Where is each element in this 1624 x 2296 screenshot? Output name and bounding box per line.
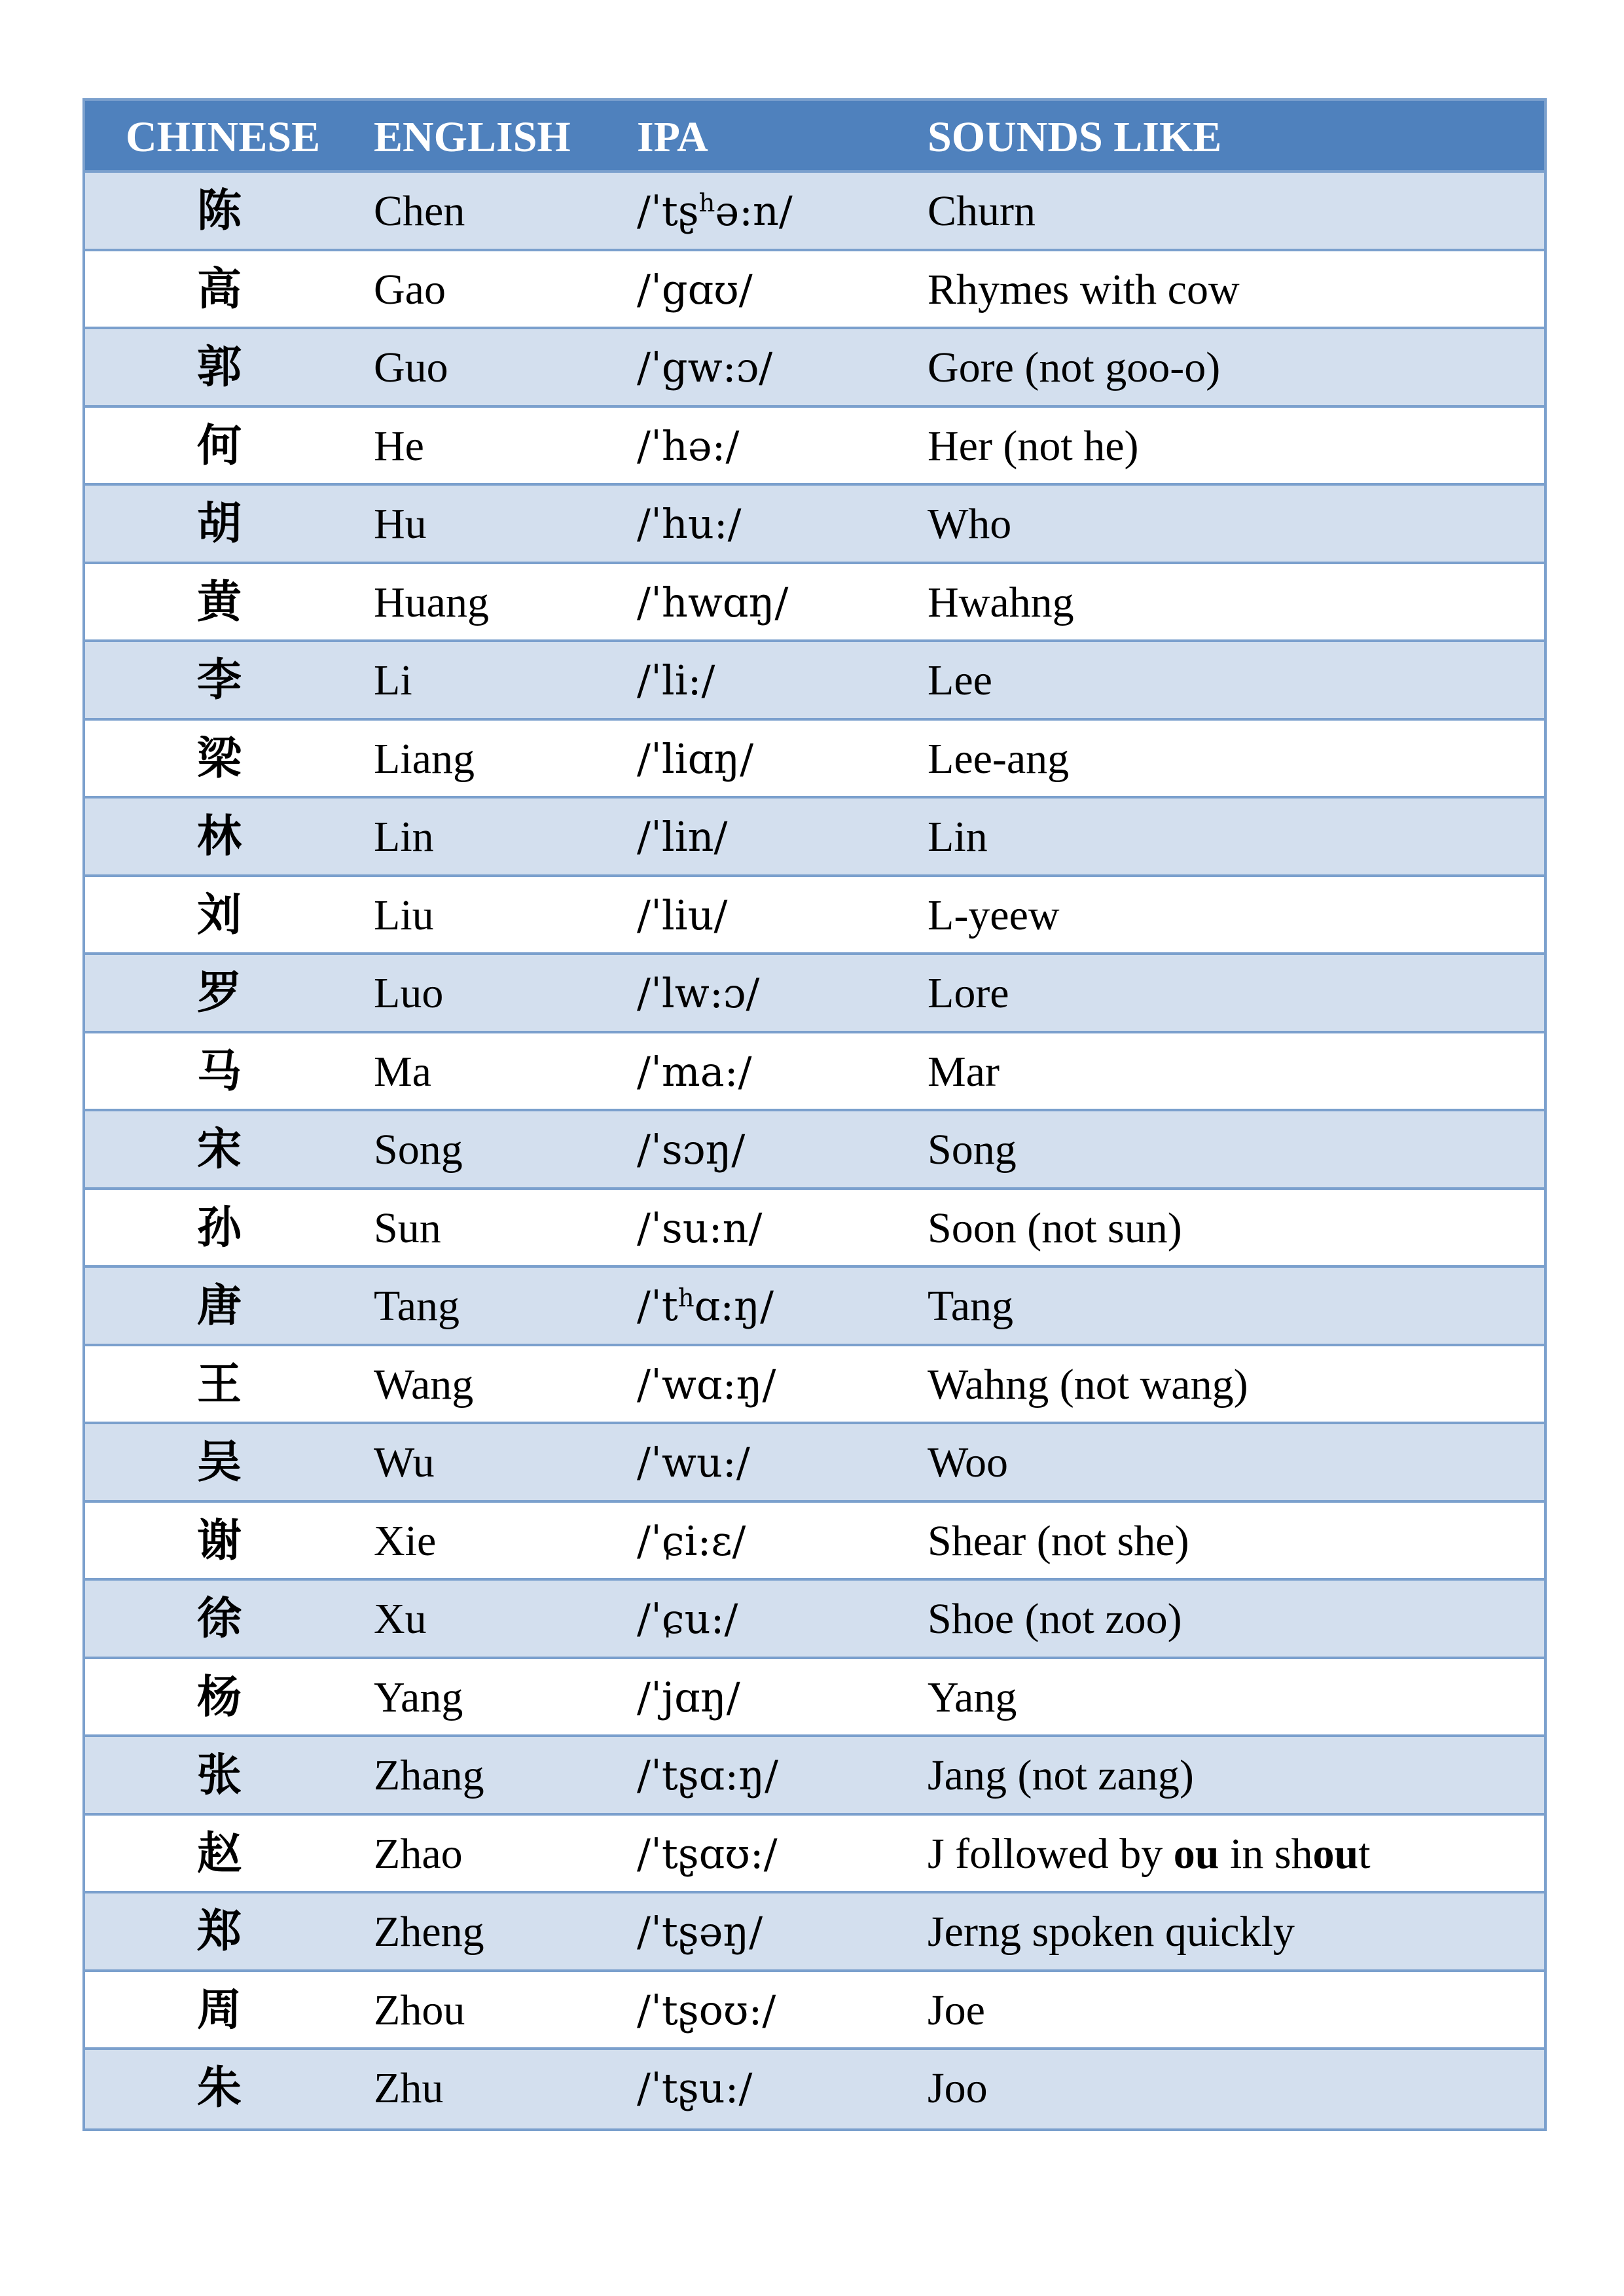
sounds-like: Rhymes with cow [928,265,1240,314]
header-english: ENGLISH [374,113,571,161]
ipa-transcription: /ˈma:/ [637,1047,752,1096]
english-romanization: Chen [374,187,465,235]
header-ipa: IPA [637,113,708,161]
sounds-like: Joo [928,2064,988,2112]
table-row [85,1581,1544,1659]
sounds-like: Lee [928,656,992,704]
sounds-like-text: t [1358,1829,1371,1878]
chinese-character: 罗 [196,967,242,1019]
table-row [85,1816,1544,1894]
english-romanization: Gao [374,265,446,314]
chinese-character: 谢 [196,1515,242,1567]
chinese-character: 黄 [196,576,242,628]
table-row [85,2050,1544,2128]
english-romanization: Xu [374,1595,427,1643]
chinese-character: 周 [196,1984,242,2036]
chinese-character: 胡 [196,498,242,550]
table-row [85,1268,1544,1346]
ipa-transcription: /ˈtʂəŋ/ [637,1908,763,1956]
table-row [85,877,1544,956]
ipa-transcription: /ˈgɑʊ/ [637,265,753,314]
ipa-transcription: /ˈwu:/ [637,1439,750,1486]
table-row [85,1111,1544,1190]
english-romanization: Wu [374,1439,435,1486]
chinese-character: 郭 [196,342,242,393]
ipa-transcription: /ˈtʂɑʊ:/ [637,1829,778,1878]
ipa-transcription: /ˈhə:/ [637,422,740,470]
chinese-character: 徐 [196,1593,242,1645]
table-row [85,1190,1544,1268]
ipa-transcription [637,173,793,248]
english-romanization: Xie [374,1516,437,1565]
chinese-character: 林 [196,811,242,863]
table-row [85,955,1544,1033]
chinese-character: 刘 [196,889,242,941]
chinese-character: 张 [196,1749,242,1801]
ipa-transcription: /ˈli:/ [637,656,715,704]
chinese-character: 高 [196,263,242,315]
chinese-character: 王 [196,1358,242,1410]
sounds-like: Mar [928,1047,1000,1096]
sounds-like: Jerng spoken quickly [928,1908,1295,1956]
ipa-transcription: /ˈliɑŋ/ [637,734,754,783]
surname-pronunciation-table [82,98,1547,2131]
ipa-transcription: /ˈgw:ɔ/ [637,344,773,391]
sounds-like: Gore (not goo-o) [928,344,1221,391]
sounds-like: Song [928,1126,1017,1174]
english-romanization: Zhao [374,1829,463,1878]
english-romanization: Liu [374,891,434,939]
english-romanization: Tang [374,1282,460,1330]
table-row [85,1893,1544,1972]
ipa-prefix: /ˈt [637,1282,678,1330]
table-row [85,1033,1544,1112]
chinese-character: 赵 [196,1827,242,1880]
sounds-like: Wahng (not wang) [928,1360,1248,1408]
sounds-like: Who [928,500,1012,548]
english-romanization: Lin [374,813,434,861]
table-row [85,408,1544,486]
sounds-like: Yang [928,1673,1017,1721]
sounds-like-text: in sh [1219,1829,1313,1878]
sounds-like: Churn [928,187,1036,235]
chinese-character: 陈 [196,185,242,237]
ipa-transcription: /ˈɕi:ɛ/ [637,1516,746,1565]
chinese-character: 李 [196,655,242,706]
chinese-character: 何 [196,420,242,472]
header-sounds-like: SOUNDS LIKE [928,113,1222,161]
ipa-transcription: /ˈhwɑŋ/ [637,578,789,626]
english-romanization: Guo [374,344,448,391]
ipa-prefix: /ˈtʂ [637,187,699,235]
ipa-transcription: /ˈsu:n/ [637,1204,763,1252]
english-romanization: Zhu [374,2064,444,2112]
table-row [85,1346,1544,1425]
english-romanization: Ma [374,1047,431,1096]
sounds-like: Lin [928,813,988,861]
ipa-transcription [637,1268,774,1343]
english-romanization: Hu [374,500,427,548]
chinese-character: 杨 [196,1671,242,1723]
chinese-character: 马 [196,1045,242,1098]
english-romanization: Liang [374,734,475,783]
ipa-transcription: /ˈsɔŋ/ [637,1126,746,1174]
english-romanization: Song [374,1126,463,1174]
ipa-transcription: /ˈtʂoʊ:/ [637,1986,776,2034]
english-romanization: Zhang [374,1751,484,1799]
table-body [85,173,1544,2128]
english-romanization: Zheng [374,1908,484,1956]
sounds-like: Soon (not sun) [928,1204,1182,1252]
ipa-aspiration-superscript: h [698,188,715,218]
table-row [85,564,1544,643]
english-romanization: Huang [374,578,489,626]
english-romanization: Sun [374,1204,441,1252]
sounds-like: Her (not he) [928,422,1139,470]
table-row [85,1737,1544,1816]
ipa-suffix: ə:n/ [715,187,793,235]
english-romanization: Wang [374,1360,474,1408]
table-row [85,798,1544,877]
chinese-character: 梁 [196,732,242,785]
sounds-like [928,1816,1371,1891]
chinese-character: 孙 [196,1202,242,1254]
sounds-like-emphasis: ou [1312,1829,1359,1878]
chinese-character: 唐 [196,1280,242,1332]
sounds-like: Shoe (not zoo) [928,1595,1182,1643]
table-row [85,486,1544,564]
ipa-transcription: /ˈɕu:/ [637,1595,738,1643]
sounds-like: Jang (not zang) [928,1751,1194,1799]
table-row [85,1424,1544,1503]
english-romanization: Yang [374,1673,463,1721]
ipa-aspiration-superscript: h [677,1283,695,1313]
table-row [85,1503,1544,1581]
table-row [85,721,1544,799]
table-header [85,101,1544,173]
english-romanization: He [374,422,424,470]
table-row [85,173,1544,251]
sounds-like: Woo [928,1439,1009,1486]
ipa-transcription: /ˈliu/ [637,891,728,939]
sounds-like-text: J followed by [928,1829,1174,1878]
chinese-character: 朱 [196,2062,242,2114]
sounds-like: Tang [928,1282,1014,1330]
chinese-character: 宋 [196,1124,242,1175]
sounds-like: Joe [928,1986,985,2034]
table-row [85,329,1544,408]
sounds-like: Lore [928,969,1009,1017]
chinese-character: 吴 [196,1437,242,1488]
chinese-character: 郑 [196,1906,242,1958]
ipa-suffix: ɑ:ŋ/ [694,1282,774,1330]
sounds-like: Hwahng [928,578,1074,626]
sounds-like: Lee-ang [928,734,1070,783]
ipa-transcription: /ˈtʂu:/ [637,2064,753,2112]
ipa-transcription: /ˈwɑ:ŋ/ [637,1360,776,1408]
table-row [85,1972,1544,2051]
ipa-transcription: /ˈhu:/ [637,500,742,548]
sounds-like: Shear (not she) [928,1516,1189,1565]
english-romanization: Li [374,656,412,704]
sounds-like: L-yeew [928,891,1060,939]
ipa-transcription: /ˈtʂɑ:ŋ/ [637,1751,779,1799]
table-row [85,251,1544,330]
english-romanization: Luo [374,969,444,1017]
ipa-transcription: /ˈjɑŋ/ [637,1673,740,1721]
ipa-transcription: /ˈlw:ɔ/ [637,969,760,1017]
table-row [85,1659,1544,1738]
ipa-transcription: /ˈlin/ [637,813,728,861]
header-chinese: CHINESE [126,113,321,161]
english-romanization: Zhou [374,1986,465,2034]
table-row [85,642,1544,721]
sounds-like-emphasis: ou [1173,1829,1219,1878]
